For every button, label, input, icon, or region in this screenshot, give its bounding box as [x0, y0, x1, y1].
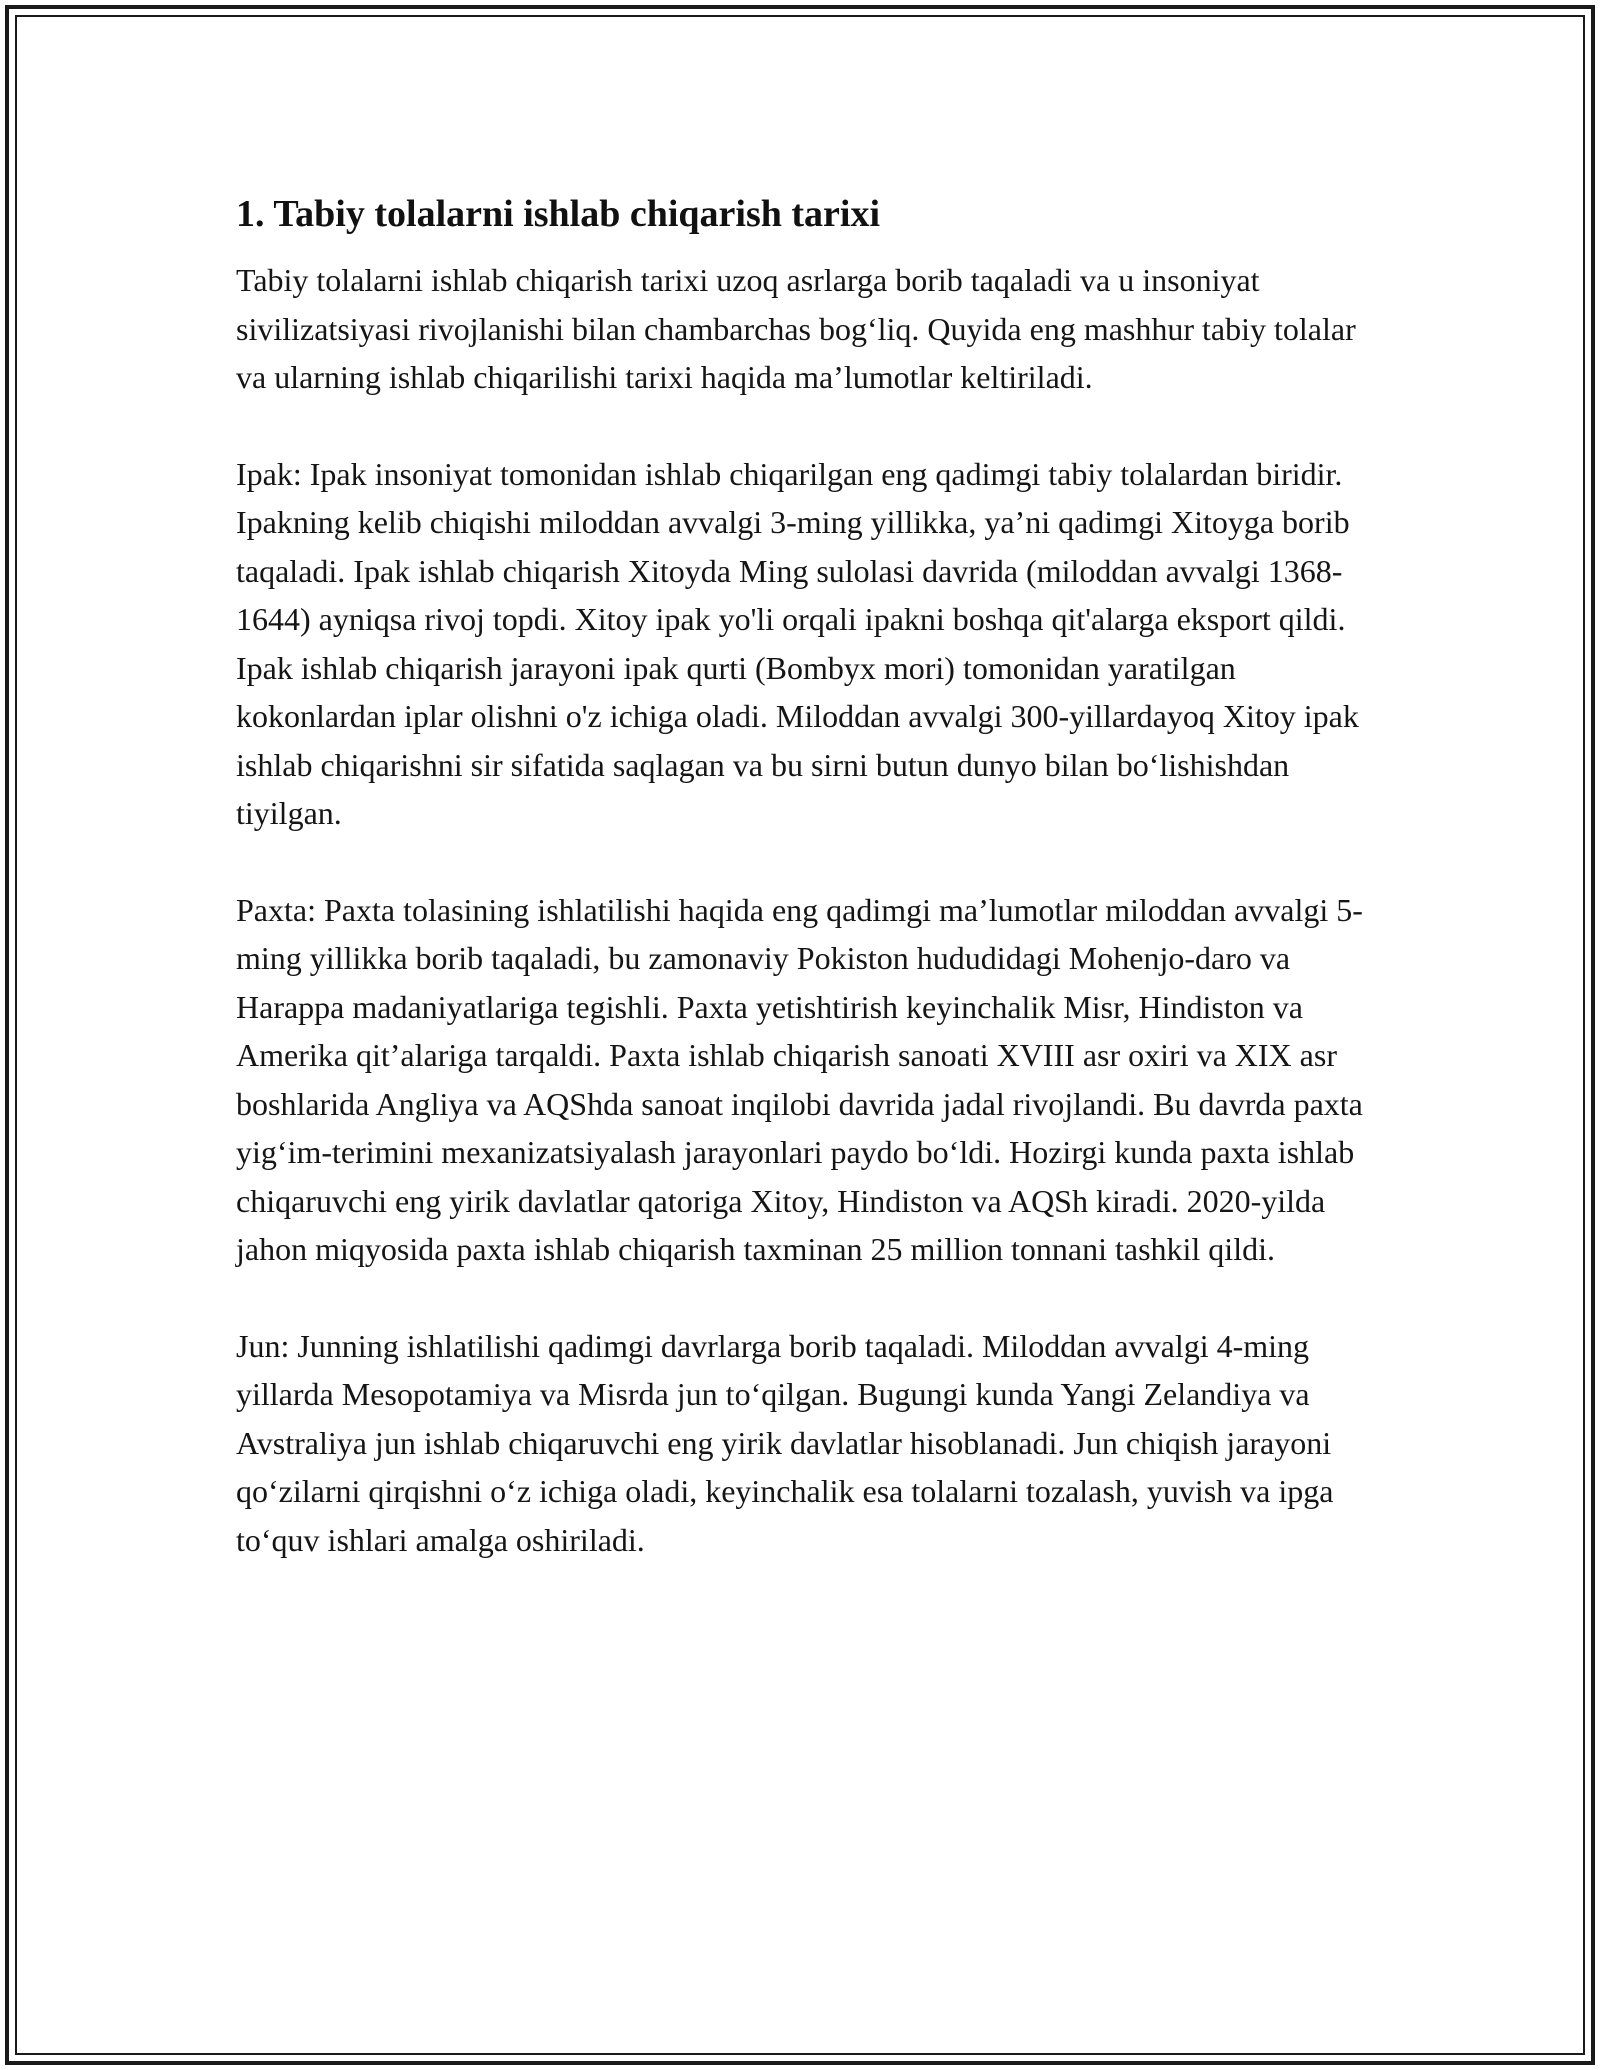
- paragraph-jun: Jun: Junning ishlatilishi qadimgi davrlarga borib taqaladi. Miloddan avvalgi 4-ming yillarda Mesopotamiya va Misrda jun to‘qilgan. Bugungi kunda Yangi Zelandiya va Avstraliya jun ishlab chiqaruvchi eng yirik davlatlar hisoblanadi. Jun chiqish jarayoni qo‘zilarni qirqishni o‘z ichiga oladi, keyinchalik esa tolalarni tozalash, yuvish va ipga to‘quv ishlari amalga oshiriladi.: [236, 1327, 1334, 1558]
- paragraph-ipak: Ipak: Ipak insoniyat tomonidan ishlab chiqarilgan eng qadimgi tabiy tolalardan biridir. Ipakning kelib chiqishi miloddan avvalgi 3-ming yillikka, ya’ni qadimgi Xitoyga borib taqaladi. Ipak ishlab chiqarish Xitoyda Ming sulolasi davrida (miloddan avvalgi 1368-1644) ayniqsa rivoj topdi. Xitoy ipak yo'li orqali ipakni boshqa qit'alarga eksport qildi. Ipak ishlab chiqarish jarayoni ipak qurti (Bombyx mori) tomonidan yaratilgan kokonlardan iplar olishni o'z ichiga oladi. Miloddan avvalgi 300-yillardayoq Xitoy ipak ishlab chiqarishni sir sifatida saqlagan va bu sirni butun dunyo bilan bo‘lishishdan tiyilgan.: [236, 455, 1359, 831]
- paragraph-intro: Tabiy tolalarni ishlab chiqarish tarixi uzoq asrlarga borib taqaladi va u insoniyat sivilizatsiyasi rivojlanishi bilan chambarchas bog‘liq. Quyida eng mashhur tabiy tolalar va ularning ishlab chiqarilishi tarixi haqida ma’lumotlar keltiriladi.: [236, 262, 1356, 395]
- paragraph-paxta: Paxta: Paxta tolasining ishlatilishi haqida eng qadimgi ma’lumotlar miloddan avvalgi 5-ming yillikka borib taqaladi, bu zamonaviy Pokiston hududidagi Mohenjo-daro va Harappa madaniyatlariga tegishli. Paxta yetishtirish keyinchalik Misr, Hindiston va Amerika qit’alariga tarqaldi. Paxta ishlab chiqarish sanoati XVIII asr oxiri va XIX asr boshlarida Angliya va AQShda sanoat inqilobi davrida jadal rivojlandi. Bu davrda paxta yig‘im-terimini mexanizatsiyalash jarayonlari paydo bo‘ldi. Hozirgi kunda paxta ishlab chiqaruvchi eng yirik davlatlar qatoriga Xitoy, Hindiston va AQSh kiradi. 2020-yilda jahon miqyosida paxta ishlab chiqarish taxminan 25 million tonnani tashkil qildi.: [236, 891, 1363, 1267]
- section-heading: 1. Tabiy tolalarni ishlab chiqarish tarixi: [236, 193, 881, 235]
- document-body: [236, 186, 1366, 1612]
